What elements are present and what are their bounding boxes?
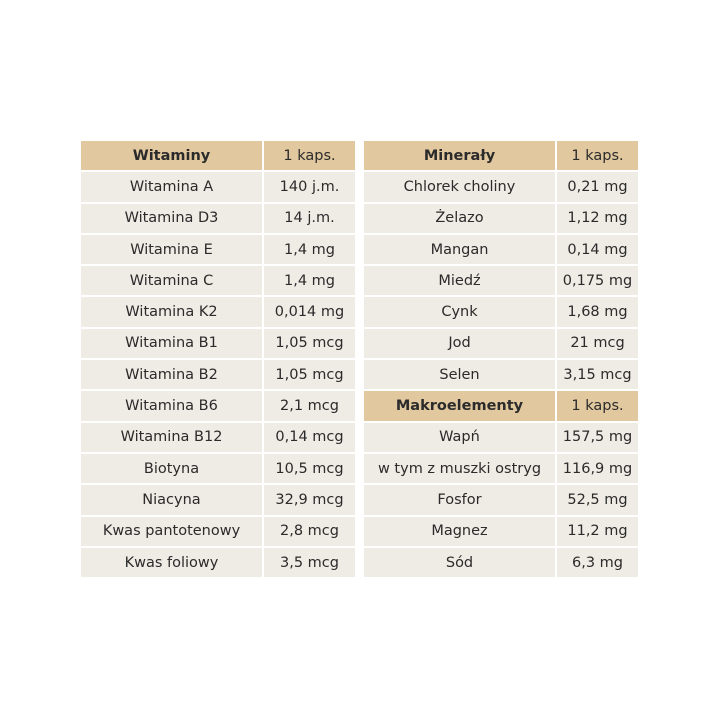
nutrient-name: Witamina B6 [81,391,262,420]
nutrient-amount: 3,15 mcg [557,360,638,389]
macroelement-row [364,517,638,546]
nutrient-amount: 2,1 mcg [264,391,355,420]
nutrient-name: Witamina C [81,266,262,295]
nutrient-amount: 0,14 mg [557,235,638,264]
nutrient-name: Sód [364,548,555,577]
minerals-table [364,141,638,577]
macroelements-header-dose: 1 kaps. [557,391,638,420]
nutrient-amount: 157,5 mg [557,423,638,452]
vitamins-header-row [81,141,355,170]
vitamin-row [81,548,355,577]
nutrient-name: Fosfor [364,485,555,514]
vitamin-row [81,454,355,483]
nutrient-name: Wapń [364,423,555,452]
nutrient-amount: 2,8 mcg [264,517,355,546]
nutrient-amount: 14 j.m. [264,204,355,233]
nutrient-amount: 11,2 mg [557,517,638,546]
vitamin-row [81,329,355,358]
macroelement-row [364,423,638,452]
nutrient-amount: 6,3 mg [557,548,638,577]
nutrient-name: Witamina K2 [81,297,262,326]
macroelement-row [364,454,638,483]
vitamin-row [81,297,355,326]
nutrient-name: Kwas foliowy [81,548,262,577]
nutrient-name: Cynk [364,297,555,326]
mineral-row [364,172,638,201]
nutrient-name: Mangan [364,235,555,264]
vitamins-table [81,141,355,577]
nutrient-amount: 1,05 mcg [264,329,355,358]
nutrient-name: Żelazo [364,204,555,233]
nutrient-amount: 1,12 mg [557,204,638,233]
nutrient-name: w tym z muszki ostryg [364,454,555,483]
nutrient-amount: 0,014 mg [264,297,355,326]
nutrient-amount: 1,4 mg [264,235,355,264]
nutrient-amount: 0,21 mg [557,172,638,201]
nutrient-amount: 0,175 mg [557,266,638,295]
nutrient-amount: 32,9 mcg [264,485,355,514]
nutrient-amount: 1,68 mg [557,297,638,326]
nutrient-name: Chlorek choliny [364,172,555,201]
macroelements-header-row [364,391,638,420]
minerals-header-row [364,141,638,170]
nutrient-amount: 1,4 mg [264,266,355,295]
mineral-row [364,266,638,295]
nutrient-name: Miedź [364,266,555,295]
nutrient-amount: 3,5 mcg [264,548,355,577]
vitamin-row [81,423,355,452]
nutrient-amount: 52,5 mg [557,485,638,514]
mineral-row [364,360,638,389]
nutrient-amount: 0,14 mcg [264,423,355,452]
vitamin-row [81,266,355,295]
vitamins-header-title: Witaminy [81,141,262,170]
nutrient-name: Witamina B12 [81,423,262,452]
nutrient-name: Witamina D3 [81,204,262,233]
mineral-row [364,297,638,326]
nutrient-name: Witamina B1 [81,329,262,358]
nutrient-name: Witamina E [81,235,262,264]
nutrient-name: Niacyna [81,485,262,514]
vitamin-row [81,204,355,233]
vitamin-row [81,391,355,420]
nutrient-amount: 1,05 mcg [264,360,355,389]
nutrient-name: Biotyna [81,454,262,483]
nutrient-name: Jod [364,329,555,358]
vitamin-row [81,172,355,201]
vitamin-row [81,517,355,546]
mineral-row [364,204,638,233]
nutrient-name: Kwas pantotenowy [81,517,262,546]
nutrient-name: Witamina A [81,172,262,201]
vitamins-header-dose: 1 kaps. [264,141,355,170]
macroelement-row [364,485,638,514]
nutrient-amount: 10,5 mcg [264,454,355,483]
minerals-header-title: Minerały [364,141,555,170]
vitamin-row [81,360,355,389]
mineral-row [364,235,638,264]
mineral-row [364,329,638,358]
nutrient-name: Witamina B2 [81,360,262,389]
vitamin-row [81,485,355,514]
nutrient-amount: 116,9 mg [557,454,638,483]
vitamin-row [81,235,355,264]
nutrient-amount: 21 mcg [557,329,638,358]
nutrient-name: Magnez [364,517,555,546]
nutrient-name: Selen [364,360,555,389]
macroelements-header-title: Makroelementy [364,391,555,420]
nutrient-amount: 140 j.m. [264,172,355,201]
macroelement-row [364,548,638,577]
minerals-header-dose: 1 kaps. [557,141,638,170]
